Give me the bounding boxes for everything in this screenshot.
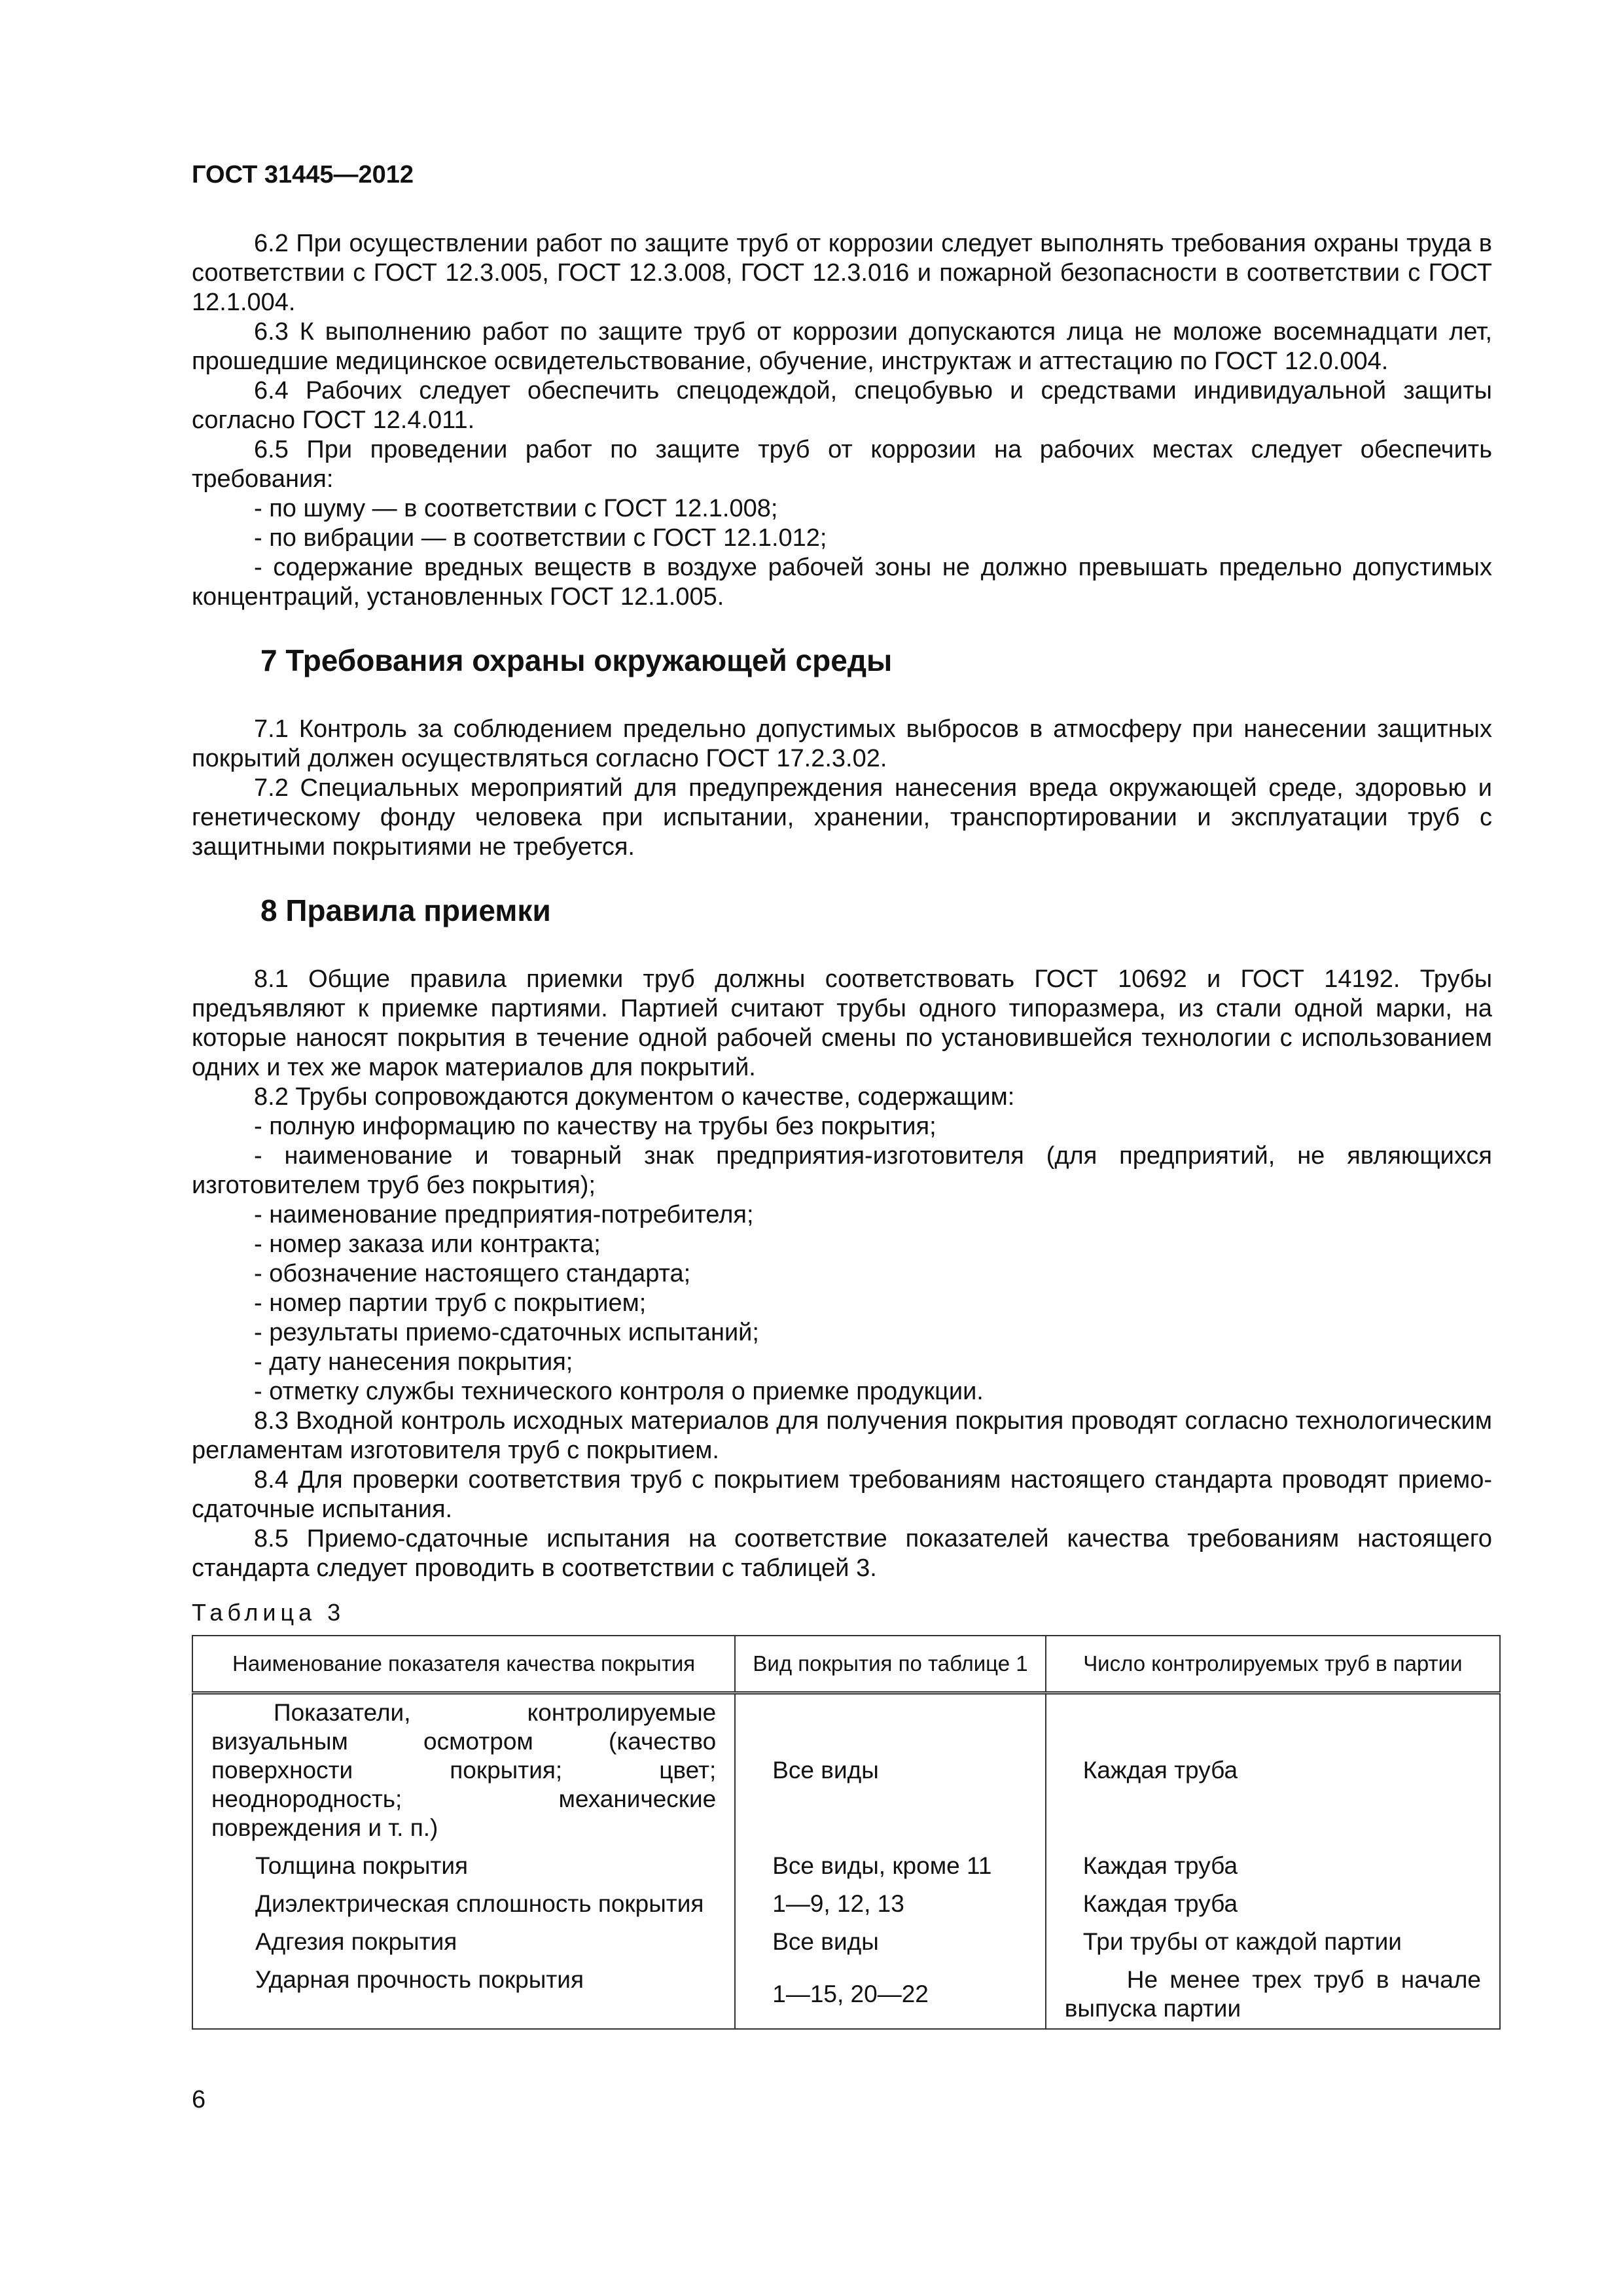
section-7-title: 7 Требования охраны окружающей среды bbox=[260, 643, 893, 677]
paragraph-8-3: 8.3 Входной контроль исходных материалов для получения покрытия проводят согласно технологическим регламентам изготовителя труб с покрытием. bbox=[192, 1407, 1492, 1464]
list-item: - по шуму — в соответствии с ГОСТ 12.1.008; bbox=[254, 495, 778, 522]
paragraph-7-1: 7.1 Контроль за соблюдением предельно допустимых выбросов в атмосферу при нанесении защитных покрытий должен осуществляться согласно ГОСТ 17.2.3.02. bbox=[192, 715, 1492, 772]
table-row bbox=[192, 1962, 1500, 2029]
table-cell: 1—15, 20—22 bbox=[735, 1962, 1045, 2029]
table-header-cell: Число контролируемых труб в партии bbox=[1046, 1636, 1500, 1693]
list-item: - по вибрации — в соответствии с ГОСТ 12.1.012; bbox=[254, 524, 827, 552]
page-content bbox=[192, 229, 1492, 2030]
table-cell: Каждая труба bbox=[1046, 1848, 1500, 1886]
table-row bbox=[192, 1848, 1500, 1886]
list-item: - дату нанесения покрытия; bbox=[254, 1348, 573, 1376]
table-row bbox=[192, 1924, 1500, 1962]
list-item: - номер партии труб с покрытием; bbox=[254, 1289, 647, 1317]
table-cell: Все виды, кроме 11 bbox=[735, 1848, 1045, 1886]
table-header-cell: Наименование показателя качества покрытия bbox=[192, 1636, 735, 1693]
list-item: - наименование предприятия-потребителя; bbox=[254, 1201, 754, 1229]
list-item: - полную информацию по качеству на трубы без покрытия; bbox=[254, 1113, 936, 1140]
table-cell: Все виды bbox=[735, 1924, 1045, 1962]
paragraph-6-4: 6.4 Рабочих следует обеспечить спецодеждой, спецобувью и средствами индивидуальной защиты согласно ГОСТ 12.4.011. bbox=[192, 377, 1492, 434]
table-cell: Толщина покрытия bbox=[192, 1848, 735, 1886]
table-header-cell: Вид покрытия по таблице 1 bbox=[735, 1636, 1045, 1693]
table-caption: Таблица 3 bbox=[192, 1599, 346, 1626]
table-cell: Три трубы от каждой партии bbox=[1046, 1924, 1500, 1962]
paragraph-8-2: 8.2 Трубы сопровождаются документом о качестве, содержащим: bbox=[254, 1083, 1015, 1111]
table-cell: Диэлектрическая сплошность покрытия bbox=[192, 1886, 735, 1924]
paragraph-8-4: 8.4 Для проверки соответствия труб с покрытием требованиям настоящего стандарта проводят приемо-сдаточные испытания. bbox=[192, 1466, 1492, 1523]
table-cell: Адгезия покрытия bbox=[192, 1924, 735, 1962]
table-cell: Не менее трех труб в начале выпуска партии bbox=[1046, 1962, 1500, 2029]
paragraph-7-2: 7.2 Специальных мероприятий для предупреждения нанесения вреда окружающей среде, здоровью и генетическому фонду человека при испытании, хранении, транспортировании и эксплуатации труб с защитными покрытиями не требуется. bbox=[192, 774, 1492, 861]
table-3 bbox=[192, 1635, 1501, 2030]
table-header-row bbox=[192, 1636, 1500, 1693]
table-cell: 1—9, 12, 13 bbox=[735, 1886, 1045, 1924]
list-item: - обозначение настоящего стандарта; bbox=[254, 1260, 691, 1287]
document-header: ГОСТ 31445—2012 bbox=[192, 161, 414, 188]
list-item: - отметку службы технического контроля о приемке продукции. bbox=[254, 1378, 984, 1405]
list-item: - наименование и товарный знак предприятия-изготовителя (для предприятий, не являющихся изготовителем труб без покрытия); bbox=[192, 1142, 1492, 1199]
paragraph-6-2: 6.2 При осуществлении работ по защите труб от коррозии следует выполнять требования охраны труда в соответствии с ГОСТ 12.3.005, ГОСТ 12.3.008, ГОСТ 12.3.016 и пожарной безопасности в соответствии с ГОСТ 12.1.004. bbox=[192, 230, 1492, 316]
paragraph-8-1: 8.1 Общие правила приемки труб должны соответствовать ГОСТ 10692 и ГОСТ 14192. Трубы предъявляют к приемке партиями. Партией считают трубы одного типоразмера, из стали одной марки, на которые наносят покрытия в течение одной рабочей смены по установившейся технологии с использованием одних и тех же марок материалов для покрытий. bbox=[192, 965, 1492, 1081]
table-row bbox=[192, 1886, 1500, 1924]
page-number: 6 bbox=[192, 2086, 206, 2113]
table-cell: Показатели, контролируемые визуальным осмотром (качество поверхности покрытия; цвет; неоднородность; механические повреждения и т. п.) bbox=[192, 1693, 735, 1848]
table-cell: Ударная прочность покрытия bbox=[192, 1962, 735, 2029]
section-8-title: 8 Правила приемки bbox=[260, 893, 551, 927]
list-item: - номер заказа или контракта; bbox=[254, 1230, 601, 1258]
paragraph-6-3: 6.3 К выполнению работ по защите труб от коррозии допускаются лица не моложе восемнадцати лет, прошедшие медицинское освидетельствование, обучение, инструктаж и аттестацию по ГОСТ 12.0.004. bbox=[192, 318, 1492, 375]
table-cell: Каждая труба bbox=[1046, 1886, 1500, 1924]
list-item: - содержание вредных веществ в воздухе рабочей зоны не должно превышать предельно допустимых концентраций, установленных ГОСТ 12.1.005. bbox=[192, 554, 1492, 611]
table-row bbox=[192, 1693, 1500, 1848]
table-cell: Все виды bbox=[735, 1693, 1045, 1848]
list-item: - результаты приемо-сдаточных испытаний; bbox=[254, 1319, 759, 1346]
paragraph-8-5: 8.5 Приемо-сдаточные испытания на соответствие показателей качества требованиям настоящего стандарта следует проводить в соответствии с таблицей 3. bbox=[192, 1525, 1492, 1582]
paragraph-6-5: 6.5 При проведении работ по защите труб от коррозии на рабочих местах следует обеспечить требования: bbox=[192, 436, 1492, 493]
table-cell: Каждая труба bbox=[1046, 1693, 1500, 1848]
